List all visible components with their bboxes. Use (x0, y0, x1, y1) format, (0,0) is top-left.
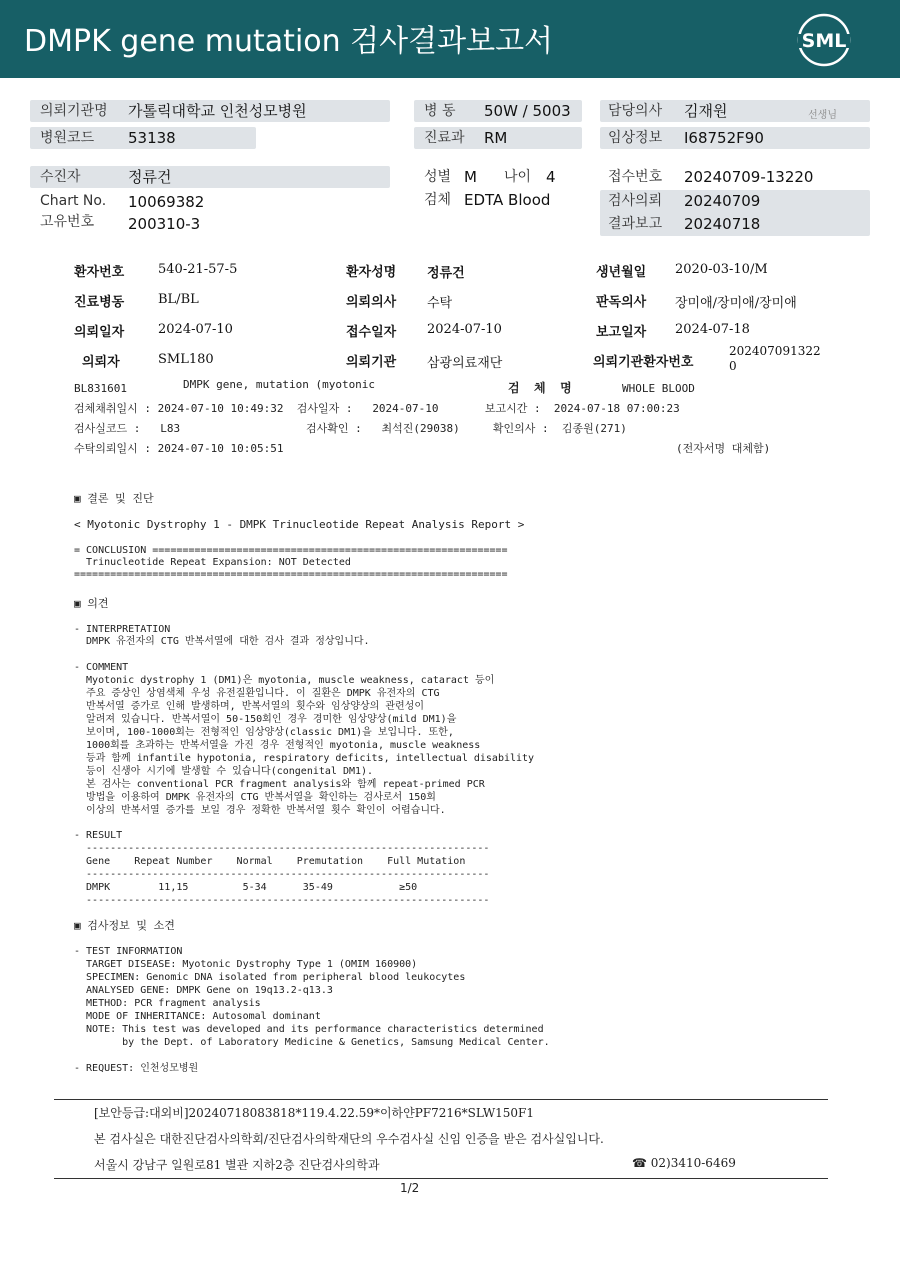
rpt-label: 의뢰의사 (346, 295, 397, 310)
report-title: DMPK gene mutation 검사결과보고서 (24, 24, 554, 59)
patient-box (30, 166, 390, 188)
section-opinion: ▣ 의견 (74, 597, 109, 610)
rpt-value: 0 (729, 359, 737, 373)
rpt-value: 수탁 (427, 296, 453, 311)
phone-line: ☎ 02)3410-6469 (632, 1156, 736, 1170)
dept: RM (484, 129, 508, 147)
age: 4 (546, 168, 556, 186)
logo-text: SML (801, 30, 847, 52)
report-date: 20240718 (684, 215, 761, 233)
chart-no: 10069382 (128, 193, 205, 211)
doctor-label: 담당의사 (608, 103, 663, 119)
address-line: 서울시 강남구 일원로81 별관 지하2층 진단검사의학과 (94, 1158, 380, 1172)
doctor-suffix: 선생님 (808, 110, 837, 121)
rpt-value: 장미애/장미애/장미애 (675, 296, 797, 311)
footer-rule-top (54, 1099, 828, 1100)
patient-label: 수진자 (40, 169, 81, 185)
sex: M (464, 168, 477, 186)
doctor: 김재원 (684, 102, 728, 120)
request-line: - REQUEST: 인천성모병원 (74, 1063, 199, 1074)
report-header (0, 0, 900, 78)
rpt-value: 2024-07-18 (675, 322, 750, 337)
chart-label: Chart No. (40, 193, 107, 209)
rpt-value: 202407091322 (729, 344, 821, 358)
hospital-code-label: 병원코드 (40, 130, 95, 146)
page-number: 1/2 (400, 1181, 420, 1195)
specimen: EDTA Blood (464, 191, 551, 209)
meta-line-1: 검체채취일시 : 2024-07-10 10:49:32 검사일자 : 2024-07-10 보고시간 : 2024-07-18 07:00:23 (74, 402, 680, 415)
sex-label: 성별 (424, 169, 452, 185)
test-name: DMPK gene, mutation (myotonic (183, 378, 376, 391)
rpt-value: 정류건 (427, 266, 465, 281)
rpt-value: 2020-03-10/M (675, 262, 768, 277)
hospital-code: 53138 (128, 129, 176, 147)
clinical-info: I68752F90 (684, 129, 764, 147)
specimen-name-label: 검 체 명 (508, 381, 572, 395)
rpt-value: 540-21-57-5 (158, 262, 238, 277)
ward-label: 병 동 (424, 103, 456, 119)
testinfo-block: - TEST INFORMATION TARGET DISEASE: Myotonic Dystrophy Type 1 (OMIM 160900) SPECIMEN: Genomic DNA isolated from peripheral blood leukocytes ANALYSED GENE: DMPK Gene on 19q13.2-q13.3 METHOD: PCR fragment analysis MODE OF INHERITANCE: Autosomal dominant NOTE: This test was developed and its performance characteristics determined by the Dept. of Laboratory Medicine & Genetics, Samsung Medical Center. (74, 946, 550, 1048)
report-label: 결과보고 (608, 216, 663, 232)
section-testinfo: ▣ 검사정보 및 소견 (74, 919, 175, 932)
test-code: BL831601 (74, 382, 127, 395)
request-date: 20240709 (684, 192, 761, 210)
requester-inst: 가톨릭대학교 인천성모병원 (128, 102, 307, 120)
requester-inst-label: 의뢰기관명 (40, 103, 108, 119)
specimen-label: 검체 (424, 192, 452, 208)
report-subtitle: < Myotonic Dystrophy 1 - DMPK Trinucleotide Repeat Analysis Report > (74, 518, 525, 531)
rpt-label: 보고일자 (596, 325, 647, 340)
ward: 50W / 5003 (484, 102, 571, 120)
rpt-label: 접수일자 (346, 325, 397, 340)
rpt-label: 의뢰기관환자번호 (593, 355, 694, 370)
patient-name: 정류건 (128, 168, 172, 186)
specimen-name: WHOLE BLOOD (622, 382, 695, 395)
meta-line-3: 수탁의뢰일시 : 2024-07-10 10:05:51 (74, 442, 284, 455)
rpt-label: 판독의사 (596, 295, 647, 310)
section-conclusion: ▣ 결론 및 진단 (74, 492, 154, 505)
footer-rule-bottom (54, 1178, 828, 1179)
rpt-value: SML180 (158, 352, 214, 367)
rpt-label: 환자번호 (74, 265, 125, 280)
receipt-no: 20240709-13220 (684, 168, 814, 186)
cert-line: 본 검사실은 대한진단검사의학회/진단검사의학재단의 우수검사실 신임 인증을 받은 검사실입니다. (94, 1132, 604, 1146)
unique-label: 고유번호 (40, 214, 95, 230)
comment-block: - COMMENT Myotonic dystrophy 1 (DM1)은 myotonia, muscle weakness, cataract 등이 주요 증상인 상염색체 우성 유전질환입니다. 이 질환은 DMPK 유전자의 CTG 반복서열 증가로 인해 발생하며, 반복서열의 횟수와 임상양상의 관련성이 알려져 있습니다. 반복서열이 50-150회인 경우 경미한 임상양상(mild DM1)을 보이며, 100-1000회는 전형적인 임상양상(classic DM1)을 보입니다. 또한, 1000회를 초과하는 반복서열을 가진 경우 전형적인 myotonia, muscle weakness 등과 함께 infantile hypotonia, respiratory deficits, intellectual disability 등이 신생아 시기에 발생할 수 있습니다(congenital DM1). 본 검사는 conventional PCR fragment analysis와 함께 repeat-primed PCR 방법을 이용하여 DMPK 유전자의 CTG 반복서열을 확인하는 검사로서 150회 이상의 반복서열 증가를 보일 경우 정확한 반복서열 횟수 확인이 어렵습니다. (74, 662, 535, 816)
rpt-label: 의뢰자 (82, 355, 120, 370)
rpt-value: 2024-07-10 (158, 322, 233, 337)
esign-note: (전자서명 대체함) (676, 442, 771, 455)
rpt-label: 의뢰일자 (74, 325, 125, 340)
conclusion-block: = CONCLUSION =========================================================== Trinucleotide Repeat Expansion: NOT Detected ======================================================================== (74, 545, 508, 580)
rpt-value: 2024-07-10 (427, 322, 502, 337)
rpt-label: 생년월일 (596, 265, 647, 280)
rpt-label: 의뢰기관 (346, 355, 397, 370)
result-table: - RESULT ------------------------------------------------------------------- Gene Repeat Number Normal Premutation Full Mutation ------------------------------------------------------------------- DMPK 11,15 5-34 35-49 ≥50 ------------------------------------------------------------------- (74, 830, 490, 906)
interpretation-block: - INTERPRETATION DMPK 유전자의 CTG 반복서열에 대한 검사 결과 정상입니다. (74, 624, 370, 647)
rpt-value: 삼광의료재단 (427, 356, 503, 371)
meta-line-2: 검사실코드 : L83 검사확인 : 최석진(29038) 확인의사 : 김종원(271) (74, 422, 627, 435)
rpt-label: 환자성명 (346, 265, 397, 280)
request-label: 검사의뢰 (608, 193, 663, 209)
age-label: 나이 (504, 169, 532, 185)
sml-logo (796, 12, 852, 68)
receipt-label: 접수번호 (608, 169, 663, 185)
rpt-label: 진료병동 (74, 295, 125, 310)
security-line: [보안등급:대외비]20240718083818*119.4.22.59*이하얀PF7216*SLW150F1 (94, 1106, 535, 1120)
rpt-value: BL/BL (158, 292, 199, 307)
dept-label: 진료과 (424, 130, 465, 146)
clinical-label: 임상정보 (608, 130, 663, 146)
unique-no: 200310-3 (128, 215, 201, 233)
